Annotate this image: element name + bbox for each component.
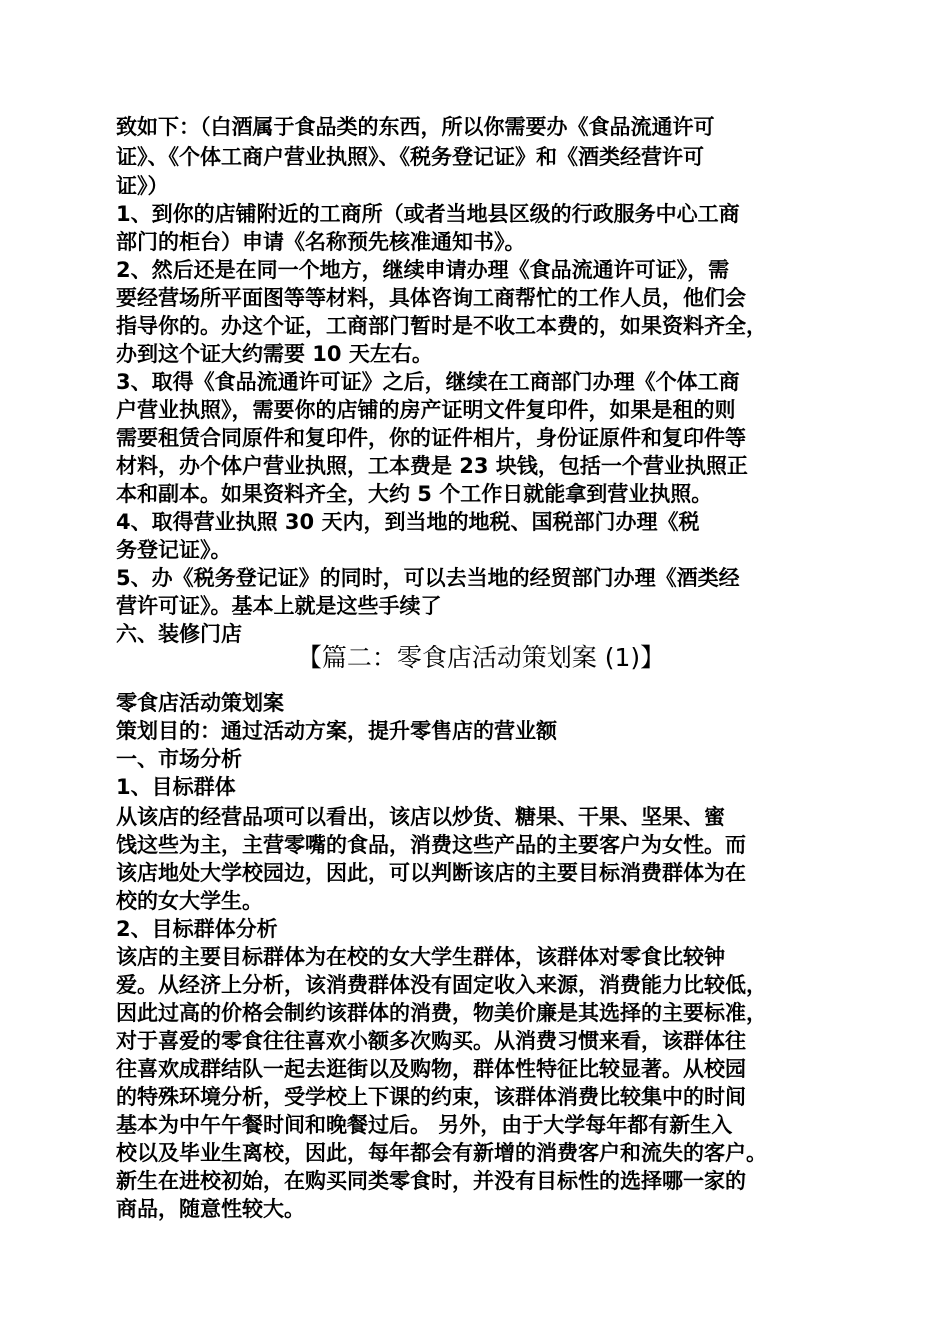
text-line: 3、取得《食品流通许可证》之后，继续在工商部门办理《个体工商 bbox=[116, 370, 740, 394]
text-line: 对于喜爱的零食往往喜欢小额多次购买。从消费习惯来看，该群体往 bbox=[116, 1029, 746, 1053]
text-line: 校以及毕业生离校，因此，每年都会有新增的消费客户和流失的客户。 bbox=[116, 1141, 767, 1165]
text-line: 务登记证》。 bbox=[116, 538, 232, 562]
text-line: 的特殊环境分析，受学校上下课的约束，该群体消费比较集中的时间 bbox=[116, 1085, 746, 1109]
text-line: 4、取得营业执照 30 天内，到当地的地税、国税部门办理《税 bbox=[116, 510, 700, 534]
text-line: 商品，随意性较大。 bbox=[116, 1197, 305, 1221]
text-line: 新生在进校初始，在购买同类零食时，并没有目标性的选择哪一家的 bbox=[116, 1169, 746, 1193]
section-heading: 一、市场分析 bbox=[116, 747, 242, 771]
text-line: 营许可证》。基本上就是这些手续了 bbox=[116, 594, 442, 618]
text-line: 策划目的：通过活动方案，提升零售店的营业额 bbox=[116, 719, 557, 743]
text-line: 2、然后还是在同一个地方，继续申请办理《食品流通许可证》，需 bbox=[116, 258, 730, 282]
text-line: 证》、《个体工商户营业执照》、《税务登记证》和《酒类经营许可 bbox=[116, 145, 704, 169]
text-line: 1、到你的店铺附近的工商所（或者当地县区级的行政服务中心工商 bbox=[116, 202, 740, 226]
text-line: 本和副本。如果资料齐全，大约 5 个工作日就能拿到营业执照。 bbox=[116, 482, 713, 506]
text-line: 因此过高的价格会制约该群体的消费，物美价廉是其选择的主要标准， bbox=[116, 1001, 767, 1025]
text-line: 部门的柜台）申请《名称预先核准通知书》。 bbox=[116, 230, 526, 254]
subsection-heading: 1、目标群体 bbox=[116, 775, 236, 799]
text-line: 校的女大学生。 bbox=[116, 889, 263, 913]
text-line: 户营业执照》，需要你的店铺的房产证明文件复印件，如果是租的则 bbox=[116, 398, 736, 422]
text-line: 从该店的经营品项可以看出，该店以炒货、糖果、干果、坚果、蜜 bbox=[116, 805, 725, 829]
text-line: 爱。从经济上分析，该消费群体没有固定收入来源，消费能力比较低， bbox=[116, 973, 767, 997]
text-line: 基本为中午午餐时间和晚餐过后。 另外，由于大学每年都有新生入 bbox=[116, 1113, 733, 1137]
text-line: 办到这个证大约需要 10 天左右。 bbox=[116, 342, 433, 366]
text-line: 要经营场所平面图等等材料，具体咨询工商帮忙的工作人员，他们会 bbox=[116, 286, 746, 310]
text-line: 5、办《税务登记证》的同时，可以去当地的经贸部门办理《酒类经 bbox=[116, 566, 740, 590]
text-line: 指导你的。办这个证，工商部门暂时是不收工本费的，如果资料齐全， bbox=[116, 314, 767, 338]
text-line: 材料，办个体户营业执照，工本费是 23 块钱，包括一个营业执照正 bbox=[116, 454, 748, 478]
subsection-heading: 2、目标群体分析 bbox=[116, 917, 278, 941]
text-line: 证》） bbox=[116, 174, 169, 198]
text-line: 往喜欢成群结队一起去逛街以及购物，群体性特征比较显著。从校园 bbox=[116, 1057, 746, 1081]
section-heading-decoration: 六、装修门店 bbox=[116, 622, 242, 646]
chapter-heading: 【篇二：零食店活动策划案 (1)】 bbox=[296, 643, 666, 672]
text-line: 饯这些为主，主营零嘴的食品，消费这些产品的主要客户为女性。而 bbox=[116, 833, 746, 857]
text-line: 该店地处大学校园边，因此，可以判断该店的主要目标消费群体为在 bbox=[116, 861, 746, 885]
text-line: 需要租赁合同原件和复印件，你的证件相片，身份证原件和复印件等 bbox=[116, 426, 746, 450]
text-line: 致如下：（白酒属于食品类的东西，所以你需要办《食品流通许可 bbox=[116, 115, 715, 139]
document-title: 零食店活动策划案 bbox=[116, 691, 284, 715]
text-line: 该店的主要目标群体为在校的女大学生群体，该群体对零食比较钟 bbox=[116, 945, 725, 969]
